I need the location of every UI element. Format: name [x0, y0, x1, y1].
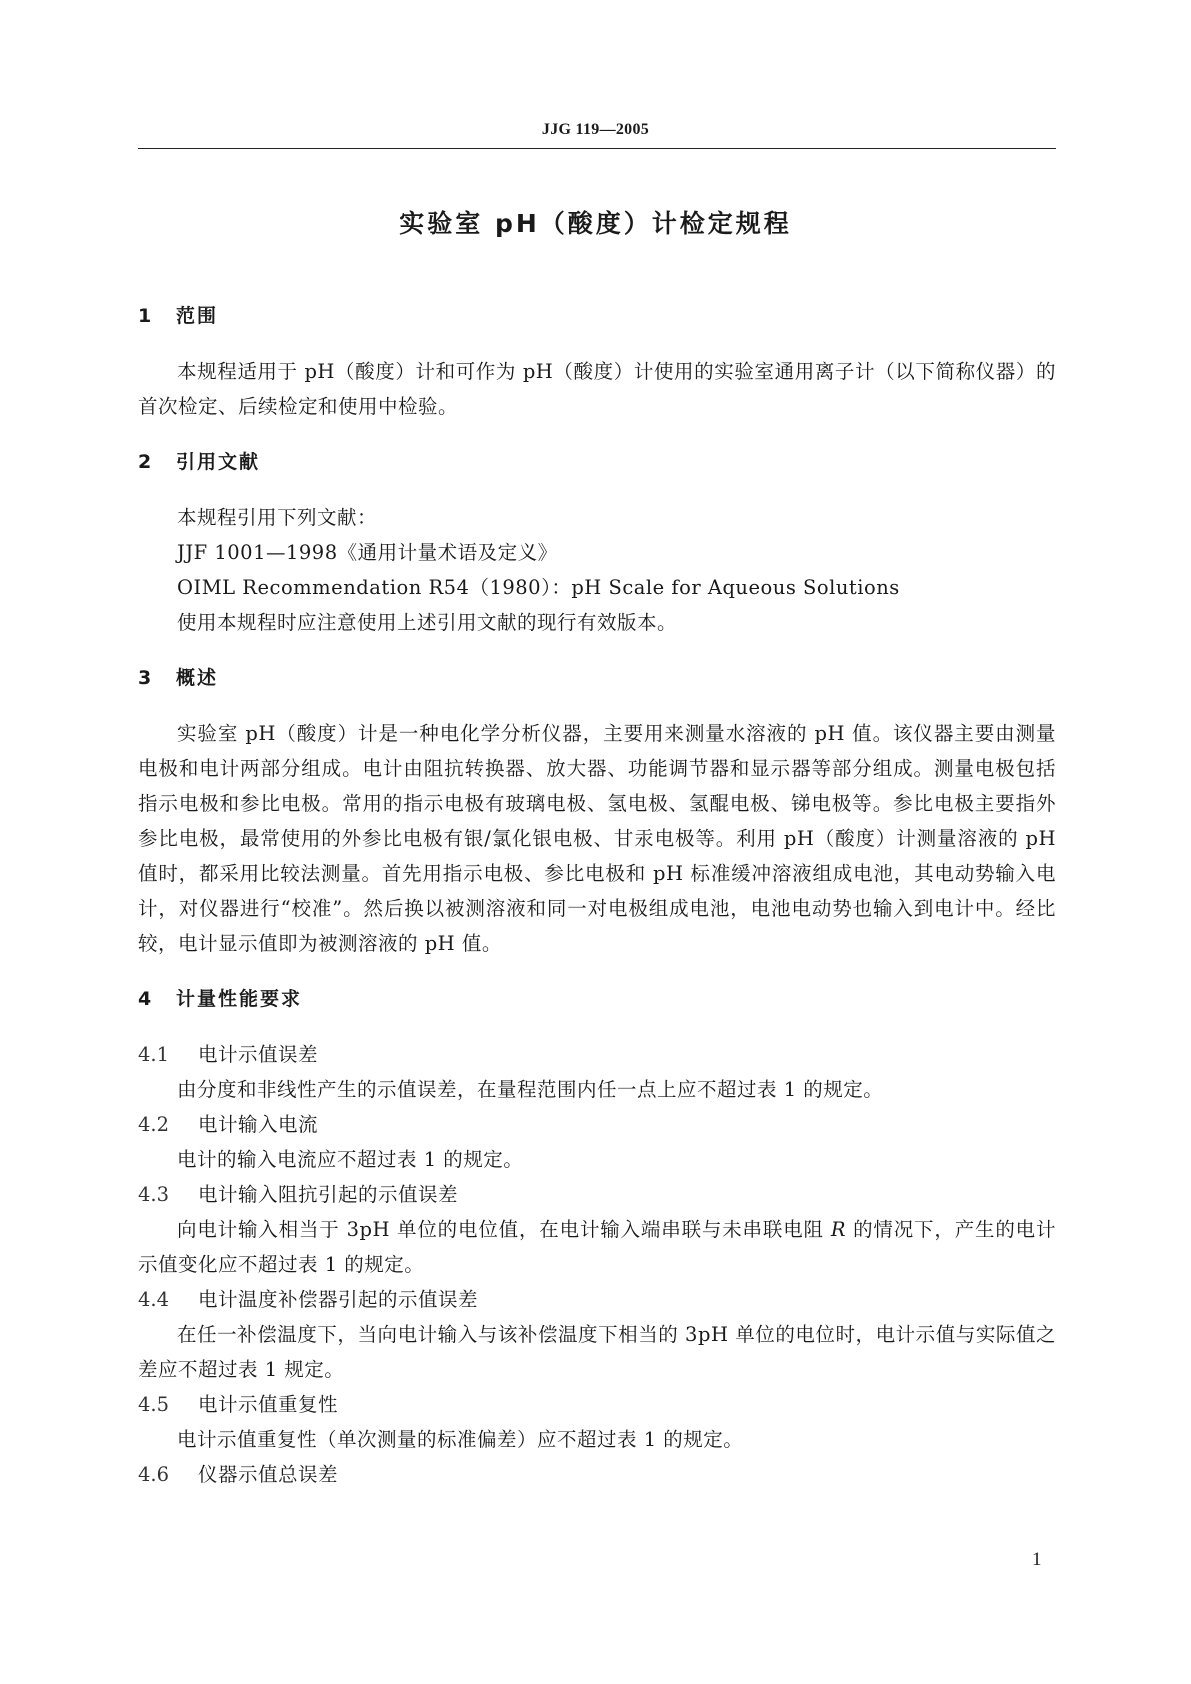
section-4-items: [138, 1037, 1056, 1492]
standard-code-header: JJG 119—2005: [541, 121, 650, 138]
subsection-4-3-text: [138, 1212, 1056, 1282]
subsection-4-5-heading: [138, 1387, 1056, 1422]
section-title: 概述: [176, 667, 219, 689]
section-3-paragraph: 实验室 pH（酸度）计是一种电化学分析仪器，主要用来测量水溶液的 pH 值。该仪器主要由测量电极和电计两部分组成。电计由阻抗转换器、放大器、功能调节器和显示器等部分组成。测量电极包括指示电极和参比电极。常用的指示电极有玻璃电极、氢电极、氢醌电极、锑电极等。参比电极主要指外参比电极，最常使用的外参比电极有银/氯化银电极、甘汞电极等。利用 pH（酸度）计测量溶液的 pH 值时，都采用比较法测量。首先用指示电极、参比电极和 pH 标准缓冲溶液组成电池，其电动势输入电计，对仪器进行“校准”。然后换以被测溶液和同一对电极组成电池，电池电动势也输入到电计中。经比较，电计显示值即为被测溶液的 pH 值。: [138, 722, 1056, 955]
section-2-heading: [138, 444, 1056, 480]
subsection-4-2-heading: [138, 1107, 1056, 1142]
section-number: 4: [138, 988, 152, 1010]
subsection-title: 电计示值重复性: [198, 1393, 339, 1416]
subsection-number: 4.2: [138, 1113, 170, 1136]
section-number: 3: [138, 667, 152, 689]
reference-item: JJF 1001—1998《通用计量术语及定义》: [177, 541, 558, 564]
subsection-title: 电计温度补偿器引起的示值误差: [198, 1288, 479, 1311]
resistance-variable: R: [830, 1218, 847, 1241]
subsection-4-4-text: 在任一补偿温度下，当向电计输入与该补偿温度下相当的 3pH 单位的电位时，电计示值与实际值之差应不超过表 1 规定。: [138, 1323, 1056, 1381]
document-title: 实验室 pH（酸度）计检定规程: [399, 209, 792, 238]
subsection-4-2-text: 电计的输入电流应不超过表 1 的规定。: [177, 1148, 524, 1171]
reference-note: 使用本规程时应注意使用上述引用文献的现行有效版本。: [177, 611, 678, 634]
subsection-4-1-heading: [138, 1037, 1056, 1072]
subsection-number: 4.4: [138, 1288, 170, 1311]
subsection-4-6-heading: [138, 1457, 1056, 1492]
section-1-heading: [138, 298, 1056, 334]
section-4-heading: [138, 981, 1056, 1017]
text-segment: 向电计输入相当于 3pH 单位的电位值，在电计输入端串联与未串联电阻: [177, 1218, 831, 1241]
subsection-title: 电计输入阻抗引起的示值误差: [198, 1183, 459, 1206]
subsection-number: 4.3: [138, 1183, 170, 1206]
subsection-4-5-text: 电计示值重复性（单次测量的标准偏差）应不超过表 1 的规定。: [177, 1428, 744, 1451]
section-number: 2: [138, 451, 152, 473]
references-block: [138, 500, 1056, 640]
section-title: 计量性能要求: [176, 988, 303, 1010]
subsection-title: 电计示值误差: [198, 1043, 319, 1066]
reference-item: OIML Recommendation R54（1980）：pH Scale for Aqueous Solutions: [177, 576, 900, 599]
subsection-4-4-heading: [138, 1282, 1056, 1317]
section-number: 1: [138, 305, 152, 327]
section-title: 范围: [176, 305, 219, 327]
reference-intro: 本规程引用下列文献：: [177, 506, 378, 529]
page-number: 1: [1032, 1549, 1042, 1570]
subsection-title: 仪器示值总误差: [198, 1463, 339, 1486]
subsection-4-3-heading: [138, 1177, 1056, 1212]
subsection-4-1-text: 由分度和非线性产生的示值误差，在量程范围内任一点上应不超过表 1 的规定。: [177, 1078, 884, 1101]
text-segment: 的情况下，产生的电计示值变化应不超过表 1 的规定。: [138, 1218, 1056, 1276]
subsection-number: 4.5: [138, 1393, 170, 1416]
section-3-heading: [138, 660, 1056, 696]
header-divider: [138, 148, 1056, 149]
subsection-number: 4.6: [138, 1463, 170, 1486]
subsection-title: 电计输入电流: [198, 1113, 319, 1136]
subsection-number: 4.1: [138, 1043, 170, 1066]
document-body: [138, 298, 1056, 1492]
section-title: 引用文献: [176, 451, 261, 473]
section-1-paragraph: 本规程适用于 pH（酸度）计和可作为 pH（酸度）计使用的实验室通用离子计（以下简称仪器）的首次检定、后续检定和使用中检验。: [138, 360, 1056, 418]
